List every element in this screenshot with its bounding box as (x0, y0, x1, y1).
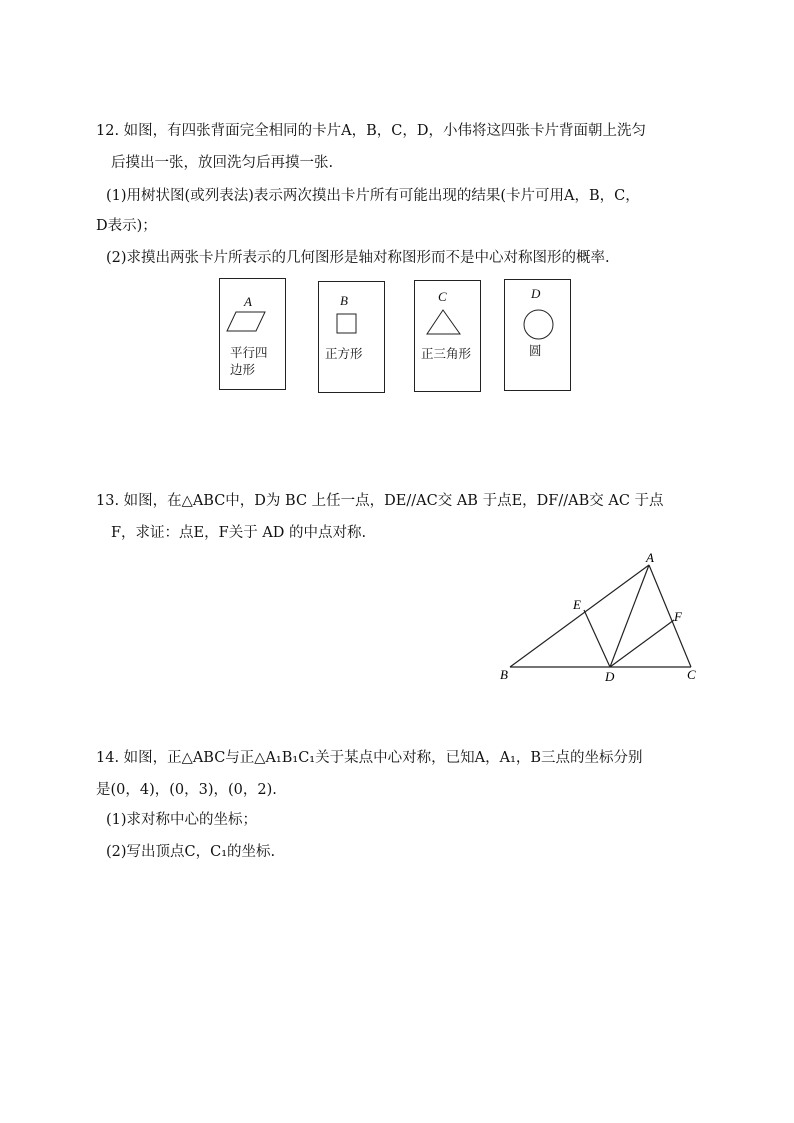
q13-line-2: F，求证：点E，F关于 AD 的中点对称. (111, 525, 367, 541)
card-b-letter: B (340, 293, 348, 308)
card-d (504, 279, 571, 391)
segment-ac (649, 565, 691, 667)
card-c-letter: C (438, 289, 447, 304)
segment-ba (510, 565, 649, 667)
segment-ad (610, 565, 649, 667)
q12-part1-line-1: (1)用树状图(或列表法)表示两次摸出卡片所有可能出现的结果(卡片可用A，B，C， (106, 188, 640, 204)
card-c (414, 280, 481, 392)
label-e: E (573, 597, 581, 612)
q14-line-1: 14. 如图，正△ABC与正△A₁B₁C₁关于某点中心对称，已知A，A₁，B三点的坐标分别 (96, 750, 643, 766)
label-f: F (674, 609, 682, 624)
label-a: A (646, 550, 654, 565)
q14-part1: (1)求对称中心的坐标； (106, 812, 258, 828)
label-b: B (500, 667, 508, 682)
triangle-figure (490, 548, 710, 688)
q12-line-2: 后摸出一张，放回洗匀后再摸一张. (111, 155, 334, 171)
q12-part1-line-2: D表示)； (96, 218, 157, 234)
card-c-name: 正三角形 (421, 346, 472, 361)
label-c: C (687, 667, 696, 682)
card-a-name-line-1: 平行四 (230, 345, 268, 360)
card-b-name: 正方形 (325, 346, 363, 361)
label-d: D (605, 669, 615, 684)
q12-line-1: 12. 如图，有四张背面完全相同的卡片A，B，C，D，小伟将这四张卡片背面朝上洗匀 (96, 123, 647, 139)
card-d-name: 圆 (529, 343, 542, 358)
card-a-letter: A (244, 294, 252, 309)
card-a-name-line-2: 边形 (230, 362, 256, 377)
segment-de (584, 610, 610, 667)
q12-part2: (2)求摸出两张卡片所表示的几何图形是轴对称图形而不是中心对称图形的概率. (106, 250, 610, 266)
triangle-icon (426, 309, 462, 337)
square-icon (336, 313, 358, 335)
q14-line-2: 是(0，4)，(0，3)，(0，2). (96, 782, 277, 798)
circle-icon (523, 309, 555, 341)
q14-part2: (2)写出顶点C，C₁的坐标. (106, 844, 276, 860)
parallelogram-icon (226, 311, 266, 333)
card-b (318, 281, 385, 393)
card-a (219, 278, 286, 390)
q13-line-1: 13. 如图，在△ABC中，D为 BC 上任一点，DE//AC交 AB 于点E，DF//AB交 AC 于点 (96, 493, 664, 509)
card-d-letter: D (531, 286, 541, 301)
